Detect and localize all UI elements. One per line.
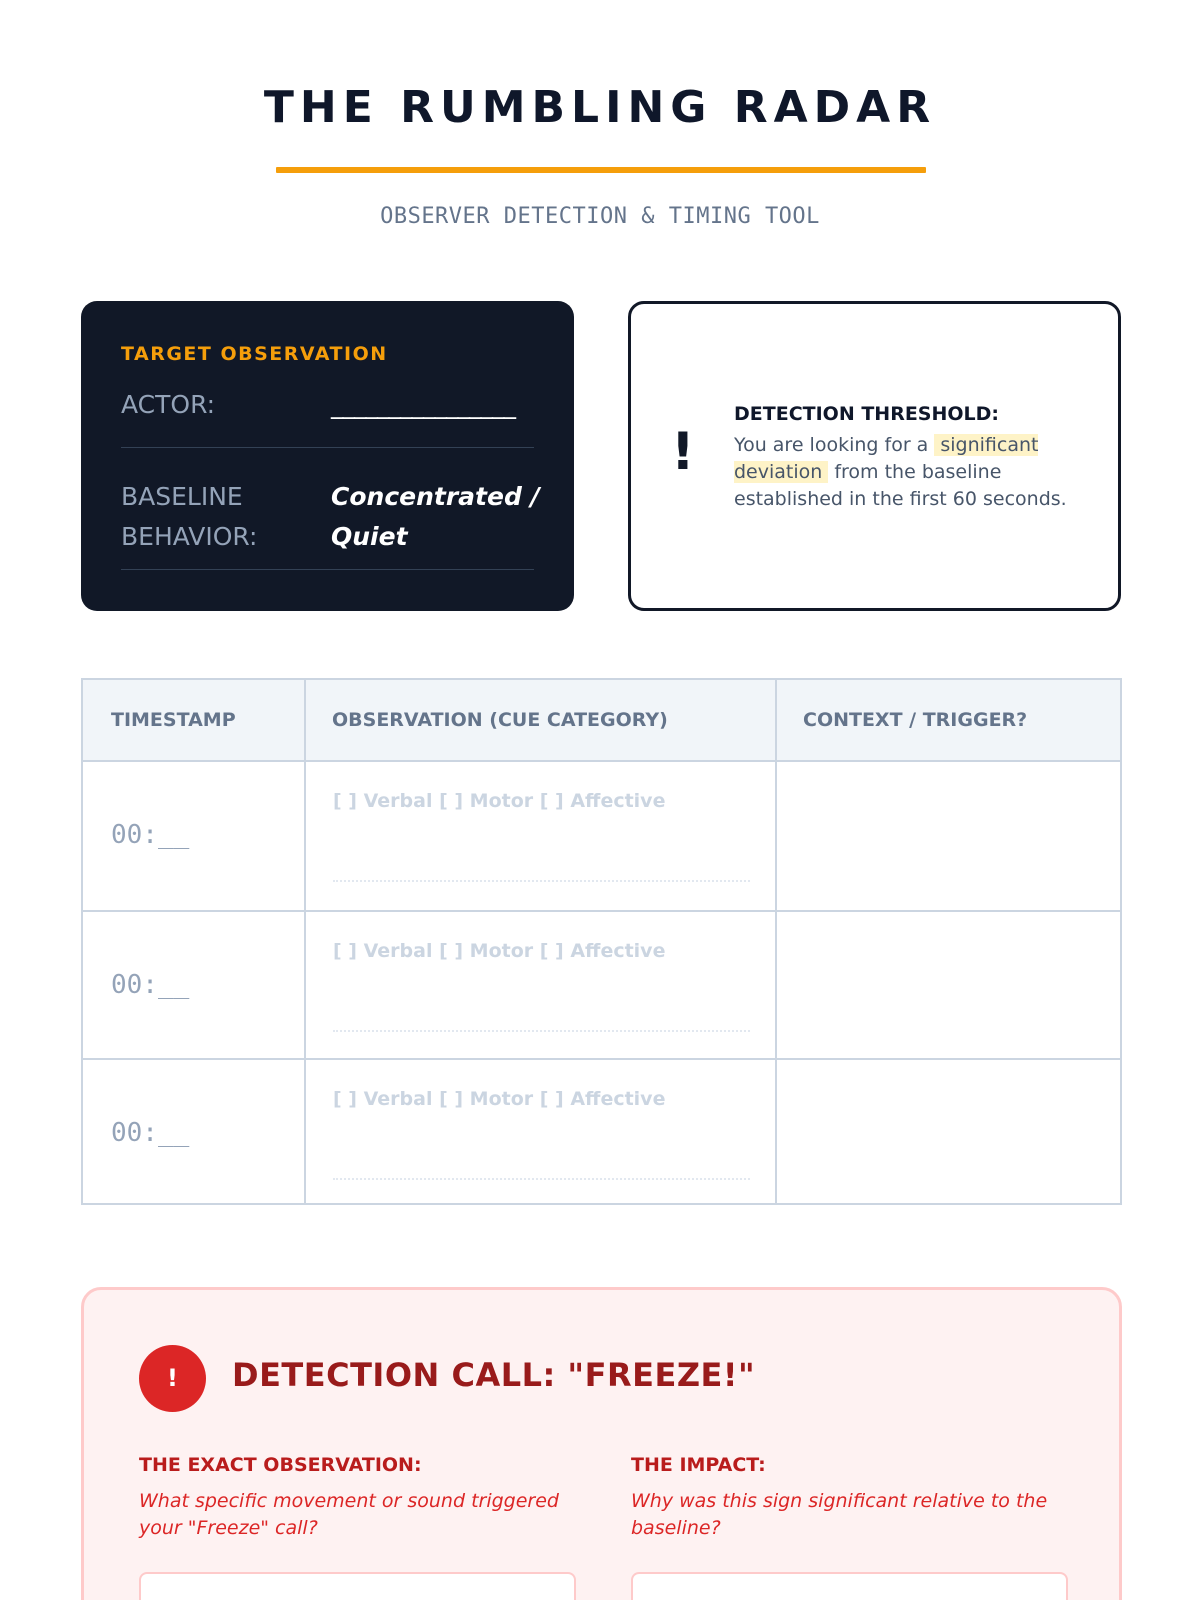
- threshold-text-before: You are looking for a: [734, 434, 935, 456]
- target-observation-card: [81, 301, 574, 611]
- threshold-text: [734, 432, 1084, 513]
- exact-observation-prompt: What specific movement or sound triggered your "Freeze" call?: [139, 1490, 559, 1539]
- column-header-timestamp: TIMESTAMP: [111, 709, 236, 731]
- impact-answer-field[interactable]: [631, 1572, 1068, 1600]
- impact-prompt: Why was this sign significant relative to the baseline?: [631, 1490, 1048, 1539]
- baseline-value-line2: Quiet: [331, 522, 408, 551]
- threshold-text-after: from the baseline established in the first 60 seconds.: [734, 461, 1067, 510]
- table-row: [83, 762, 1120, 910]
- column-header-context: CONTEXT / TRIGGER?: [803, 709, 1028, 731]
- actor-label: ACTOR:: [121, 390, 216, 419]
- card-divider: [121, 447, 534, 448]
- exact-observation-heading: THE EXACT OBSERVATION:: [139, 1454, 422, 1476]
- baseline-label-line1: BASELINE: [121, 482, 243, 511]
- detection-threshold-card: [628, 301, 1121, 611]
- cue-category-options[interactable]: [ ] Verbal [ ] Motor [ ] Affective: [333, 790, 666, 812]
- title-underline: [276, 167, 926, 173]
- exclamation-icon: !: [671, 422, 695, 482]
- cue-category-options[interactable]: [ ] Verbal [ ] Motor [ ] Affective: [333, 940, 666, 962]
- observation-write-line: [333, 1030, 750, 1032]
- target-observation-heading: TARGET OBSERVATION: [121, 343, 388, 365]
- detection-call-title: DETECTION CALL: "FREEZE!": [232, 1356, 756, 1394]
- observation-write-line: [333, 1178, 750, 1180]
- card-divider: [121, 569, 534, 570]
- threshold-heading: DETECTION THRESHOLD:: [734, 403, 1000, 425]
- column-header-observation: OBSERVATION (CUE CATEGORY): [332, 709, 668, 731]
- timestamp-field[interactable]: 00:__: [111, 820, 190, 850]
- actor-field[interactable]: ________________: [331, 390, 515, 419]
- timestamp-field[interactable]: 00:__: [111, 1118, 190, 1148]
- detection-call-card: [81, 1287, 1122, 1600]
- cue-category-options[interactable]: [ ] Verbal [ ] Motor [ ] Affective: [333, 1088, 666, 1110]
- table-row: [83, 910, 1120, 1058]
- observation-table: [81, 678, 1122, 1205]
- baseline-label-line2: BEHAVIOR:: [121, 522, 258, 551]
- exact-observation-answer-field[interactable]: [139, 1572, 576, 1600]
- column-divider: [775, 680, 777, 1203]
- column-divider: [304, 680, 306, 1203]
- page-title: THE RUMBLING RADAR: [263, 82, 937, 133]
- alert-icon: !: [139, 1345, 206, 1412]
- table-header-row: [83, 680, 1120, 762]
- baseline-value-line1: Concentrated /: [331, 482, 540, 511]
- threshold-highlight: significant deviation: [734, 434, 1039, 483]
- page-subtitle: OBSERVER DETECTION & TIMING TOOL: [380, 204, 820, 229]
- timestamp-field[interactable]: 00:__: [111, 970, 190, 1000]
- observation-write-line: [333, 880, 750, 882]
- impact-heading: THE IMPACT:: [631, 1454, 766, 1476]
- table-row: [83, 1058, 1120, 1206]
